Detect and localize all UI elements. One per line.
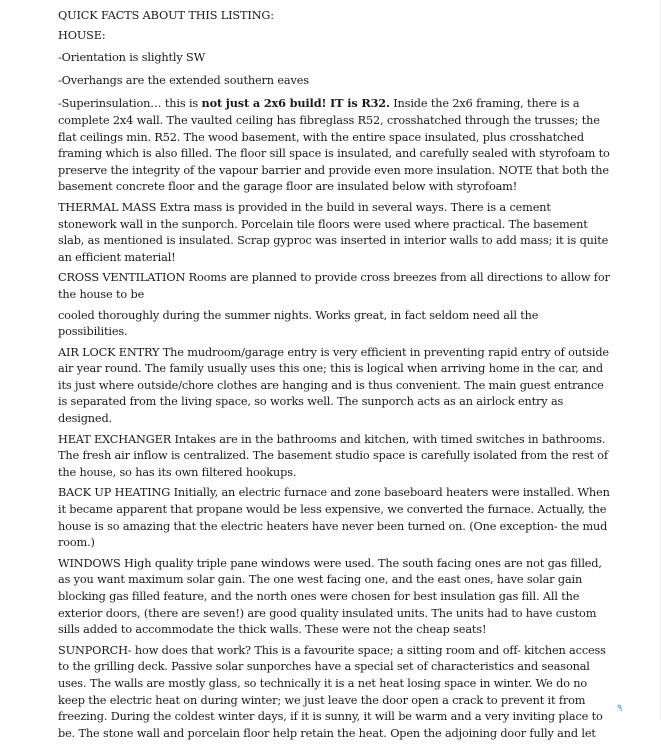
superinsulation-paragraph: [58, 95, 610, 196]
superinsulation-prefix: -Superinsulation… this is: [58, 97, 202, 111]
cross-ventilation-paragraph-1: CROSS VENTILATION Rooms are planned to provide cross breezes from all directions to allow for the house to be: [58, 271, 610, 301]
windows-paragraph: WINDOWS High quality triple pane windows were used. The south facing ones are not gas filled, as you want maximum solar gain. The one west facing one, and the east ones, have solar gain blocking gas filled feature, and the north ones were chosen for best insulation gas fill. All the exterior doors, (there are seven!) are good quality insulated units. The units had to have custom sills added to accommodate the thick walls. These were not the cheap seats!: [58, 556, 602, 637]
cross-ventilation-paragraph-2: cooled thoroughly during the summer nights. Works great, in fact seldom need all the possibilities.: [58, 308, 539, 339]
sunporch-paragraph: SUNPORCH- how does that work? This is a favourite space; a sitting room and off- kitchen access to the grilling deck. Passive solar sunporches have a special set of characteristics and seasonal uses. The walls are mostly glass, so technically it is a net heat losing space in winter. We do no keep the electric heat on during winter; we just leave the door open a crack to prevent it from freezing. During the coldest winter days, if it is sunny, it will be warm and a very inviting place to be. The stone wall and porcelain floor help retain the heat. Open the adjoining door fully and let: [58, 643, 606, 740]
document-title: QUICK FACTS ABOUT THIS LISTING:: [58, 9, 274, 22]
overhangs-line: -Overhangs are the extended southern eaves: [58, 73, 309, 87]
corner-mark-icon: ٩: [617, 703, 623, 714]
orientation-line: -Orientation is slightly SW: [58, 51, 206, 65]
heat-exchanger-paragraph: HEAT EXCHANGER Intakes are in the bathrooms and kitchen, with timed switches in bathrooms. The fresh air inflow is centralized. The basement studio space is carefully isolated from the rest of the house, so has its own filtered hookups.: [58, 432, 608, 479]
listing-document: [58, 8, 610, 746]
superinsulation-bold: not just a 2x6 build! IT is R32.: [201, 96, 390, 111]
air-lock-paragraph: AIR LOCK ENTRY The mudroom/garage entry is very efficient in preventing rapid entry of outside air year round. The family usually uses this one; this is logical when arriving home in the car, and its just where outside/chore clothes are hanging and is thus convenient. The main guest entrance is separated from the living space, so works well. The sunporch acts as an airlock entry as designed.: [58, 345, 609, 426]
house-heading: HOUSE:: [58, 28, 106, 42]
backup-heating-paragraph: BACK UP HEATING Initially, an electric furnace and zone baseboard heaters were installed. When it became apparent that propane would be less expensive, we converted the furnace. Actually, the house is so amazing that the electric heaters have never been turned on. (One exception- the mud room.): [58, 486, 610, 550]
thermal-mass-paragraph: THERMAL MASS Extra mass is provided in the build in several ways. There is a cement stonework wall in the sunporch. Porcelain tile floors were used where practical. The basement slab, as mentioned is insulated. Scrap gyproc was inserted in interior walls to add mass; it is quite an efficient material!: [58, 200, 609, 264]
superinsulation-rest: Inside the 2x6 framing, there is a complete 2x4 wall. The vaulted ceiling has fibreglass R52, crosshatched through the trusses; the flat ceilings min. R52. The wood basement, with the entire space insulated, plus crosshatched framing which is also filled. The floor sill space is insulated, and carefully sealed with styrofoam to preserve the integrity of the vapour barrier and provide even more insulation. NOTE that both the basement concrete floor and the garage floor are insulated below with styrofoam!: [58, 97, 610, 194]
